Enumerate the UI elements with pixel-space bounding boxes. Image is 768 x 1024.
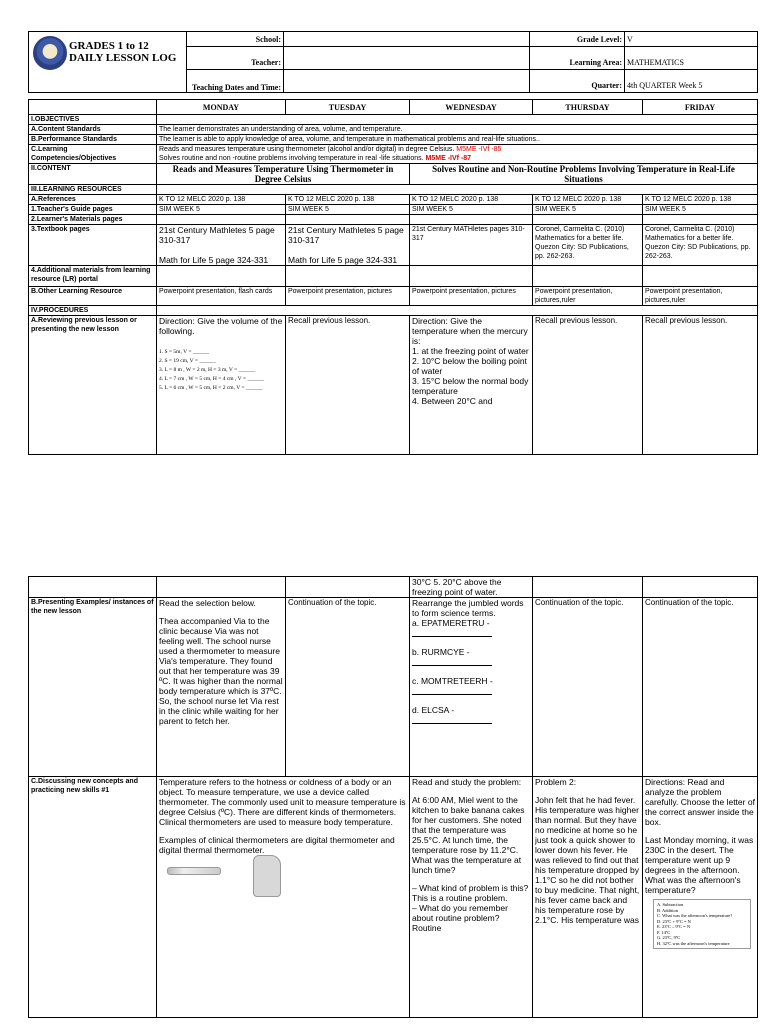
other-tue: Powerpoint presentation, pictures [286,287,410,306]
day-wednesday: WEDNESDAY [410,100,533,115]
presenting-tue: Continuation of the topic. [286,598,410,777]
textbook-label: 3.Textbook pages [29,225,157,266]
references-label: A.References [29,195,157,205]
other-wed: Powerpoint presentation, pictures [410,287,533,306]
guide-fri: SIM WEEK 5 [643,205,758,215]
quarter-value[interactable]: 4th QUARTER Week 5 [625,70,758,93]
guide-thu: SIM WEEK 5 [533,205,643,215]
deped-seal-icon [33,36,67,70]
discussing-mon-tue: Temperature refers to the hotness or coldness of a body or an object. To measure temperature, we use a device called thermometer. The commonly used unit to measure temperature is degree Celsius (ºC). There are different kinds of thermometers. Clinical thermometers are used to measure body temperature. Examples of clinical thermometers are digital thermometer and digital thermal thermometer. [157,777,410,1018]
digital-thermometer-icon [167,867,221,875]
content-title-2: Solves Routine and Non-Routine Problems Involving Temperature in Real-Life Situations [410,164,758,185]
quarter-label: Quarter: [530,70,625,93]
content-label: II.CONTENT [29,164,157,185]
textbook-mon: 21st Century Mathletes 5 page 310-317 Math for Life 5 page 324-331 [157,225,286,266]
header-title: GRADES 1 to 12 DAILY LESSON LOG [69,40,177,64]
discussing-wed: Read and study the problem: At 6:00 AM, Miel went to the kitchen to bake banana cakes for her customers. She noted that the temperature was 25.5°C. At lunch time, the temperature rose by 11.2°C. What was the temperature at lunch time? – What kind of problem is this? This is a routine problem. – What do you remember about routine problem? Routine [410,777,533,1018]
day-tuesday: TUESDAY [286,100,410,115]
grade-level-value[interactable]: V [625,32,758,47]
content-standards-label: A.Content Standards [29,125,157,135]
discussing-fri: Directions: Read and analyze the problem carefully. Choose the letter of the correct answer inside the box. Last Monday morning, it was 230C in the desert. The temperature went up 9 degrees in the afternoon. What was the afternoon's temperature? A. Subtraction B. Addition C. What was the afternoon's temperature? D. 23ºC + 9ºC = N E. 23ºC – 9ºC = N F. 14ºC G. 23ºC, 9ºC H. 32ºC was the afternoon's temperature [643,777,758,1018]
guide-wed: SIM WEEK 5 [410,205,533,215]
header-logo-cell [29,32,187,93]
presenting-wed: Rearrange the jumbled words to form science terms. a. EPATMERETRU - b. RURMCYE - c. MOMTRETEERH - d. ELCSA - [410,598,533,777]
school-value[interactable] [284,32,530,47]
school-label: School: [187,32,284,47]
resources-blank [157,185,758,195]
content-title-1: Reads and Measures Temperature Using Thermometer in Degree Celsius [157,164,410,185]
textbook-thu: Coronel, Carmelita C. (2010) Mathematics for a better life. Quezon City: SD Publications, pp. 262-263. [533,225,643,266]
additional-materials-label: 4.Additional materials from learning resource (LR) portal [29,266,157,287]
competencies-text: Reads and measures temperature using thermometer (alcohol and/or digital) in degree Celsius. M5ME -IVf -85 Solves routine and non -routine problems involving temperature in real -life situations. M5ME -IVf -87 [157,145,758,164]
day-monday: MONDAY [157,100,286,115]
textbook-fri: Coronel, Carmelita C. (2010) Mathematics for a better life. Quezon City: SD Publications, pp. 262-263. [643,225,758,266]
dates-label: Teaching Dates and Time: [187,70,284,93]
teacher-value[interactable] [284,47,530,70]
resources-label: III.LEARNING RESOURCES [29,185,157,195]
competency-code-2: M5ME -IVf -87 [425,155,472,162]
dates-value[interactable] [284,70,530,93]
lesson-log-table-continued [28,576,758,1018]
grade-level-label: Grade Level: [530,32,625,47]
guide-tue: SIM WEEK 5 [286,205,410,215]
presenting-fri: Continuation of the topic. [643,598,758,777]
learners-materials-label: 2.Learner's Materials pages [29,215,157,225]
other-resource-label: B.Other Learning Resource [29,287,157,306]
reviewing-mon: Direction: Give the volume of the following. 1. S = 5m, V = ______ 2. S = 19 cm, V = ______ 3. L = 8 m , W = 2 m, H = 3 m, V = ______ 4. L = 7 cm , W = 5 cm, H = 4 cm , V = ______ 5. L = 6 cm , W = 5 cm, H = 2 cm, V = ______ [157,316,286,455]
teachers-guide-label: 1.Teacher's Guide pages [29,205,157,215]
answer-choices-box: A. Subtraction B. Addition C. What was the afternoon's temperature? D. 23ºC + 9ºC = N E. 23ºC – 9ºC = N F. 14ºC G. 23ºC, 9ºC H. 32ºC was the afternoon's temperature [653,899,751,949]
references-thu: K TO 12 MELC 2020 p. 138 [533,195,643,205]
other-fri: Powerpoint presentation, pictures,ruler [643,287,758,306]
thermal-thermometer-icon [253,855,281,897]
reviewing-wed-continued: 30°C 5. 20°C above the freezing point of water. [410,577,533,598]
presenting-mon: Read the selection below. Thea accompanied Via to the clinic because Via was not feeling well. The school nurse used a thermometer to measure Via's temperature. They found out that her temperature was 39 ºC. It was higher than the normal body temperature which is 37ºC. So, the school nurse let Via rest in the clinic while waiting for her parent to fetch her. [157,598,286,777]
textbook-wed: 21st Century MATHletes pages 310-317 [410,225,533,266]
day-friday: FRIDAY [643,100,758,115]
competencies-label: C.Learning Competencies/Objectives [29,145,157,164]
guide-mon: SIM WEEK 5 [157,205,286,215]
textbook-tue: 21st Century Mathletes 5 page 310-317 Math for Life 5 page 324-331 [286,225,410,266]
other-thu: Powerpoint presentation, pictures,ruler [533,287,643,306]
corner-cell [29,100,157,115]
references-fri: K TO 12 MELC 2020 p. 138 [643,195,758,205]
reviewing-tue: Recall previous lesson. [286,316,410,455]
presenting-thu: Continuation of the topic. [533,598,643,777]
presenting-examples-label: B.Presenting Examples/ instances of the new lesson [29,598,157,777]
references-wed: K TO 12 MELC 2020 p. 138 [410,195,533,205]
discussing-thu: Problem 2: John felt that he had fever. His temperature was higher than normal. But they have no medicine at home so he just took a quick shower to lower down his fever. He was relieved to find out that his temperature dropped by 1.1°C so he did not bother to buy medicine. That night, his fever came back and his temperature rose by 2.1°C. His temperature was [533,777,643,1018]
learning-area-label: Learning Area: [530,47,625,70]
objectives-blank [157,115,758,125]
day-thursday: THURSDAY [533,100,643,115]
competency-code-1: M5ME -IVf -85 [456,146,502,153]
discussing-label: C.Discussing new concepts and practicing new skills #1 [29,777,157,1018]
reviewing-label: A.Reviewing previous lesson or presenting the new lesson [29,316,157,455]
learning-area-value[interactable]: MATHEMATICS [625,47,758,70]
reviewing-fri: Recall previous lesson. [643,316,758,455]
reviewing-thu: Recall previous lesson. [533,316,643,455]
references-mon: K TO 12 MELC 2020 p. 138 [157,195,286,205]
content-standards-text: The learner demonstrates an understanding of area, volume, and temperature. [157,125,758,135]
performance-standards-text: The learner is able to apply knowledge of area, volume, and temperature in mathematical problems and real-life situations.. [157,135,758,145]
teacher-label: Teacher: [187,47,284,70]
objectives-label: I.OBJECTIVES [29,115,157,125]
references-tue: K TO 12 MELC 2020 p. 138 [286,195,410,205]
reviewing-wed: Direction: Give the temperature when the mercury is: 1. at the freezing point of water 2. 10°C below the boiling point of water 3. 15°C below the normal body temperature 4. Between 20°C and [410,316,533,455]
performance-standards-label: B.Performance Standards [29,135,157,145]
other-mon: Powerpoint presentation, flash cards [157,287,286,306]
procedures-label: IV.PROCEDURES [29,306,157,316]
header-table [28,31,758,93]
lesson-log-table [28,99,758,455]
